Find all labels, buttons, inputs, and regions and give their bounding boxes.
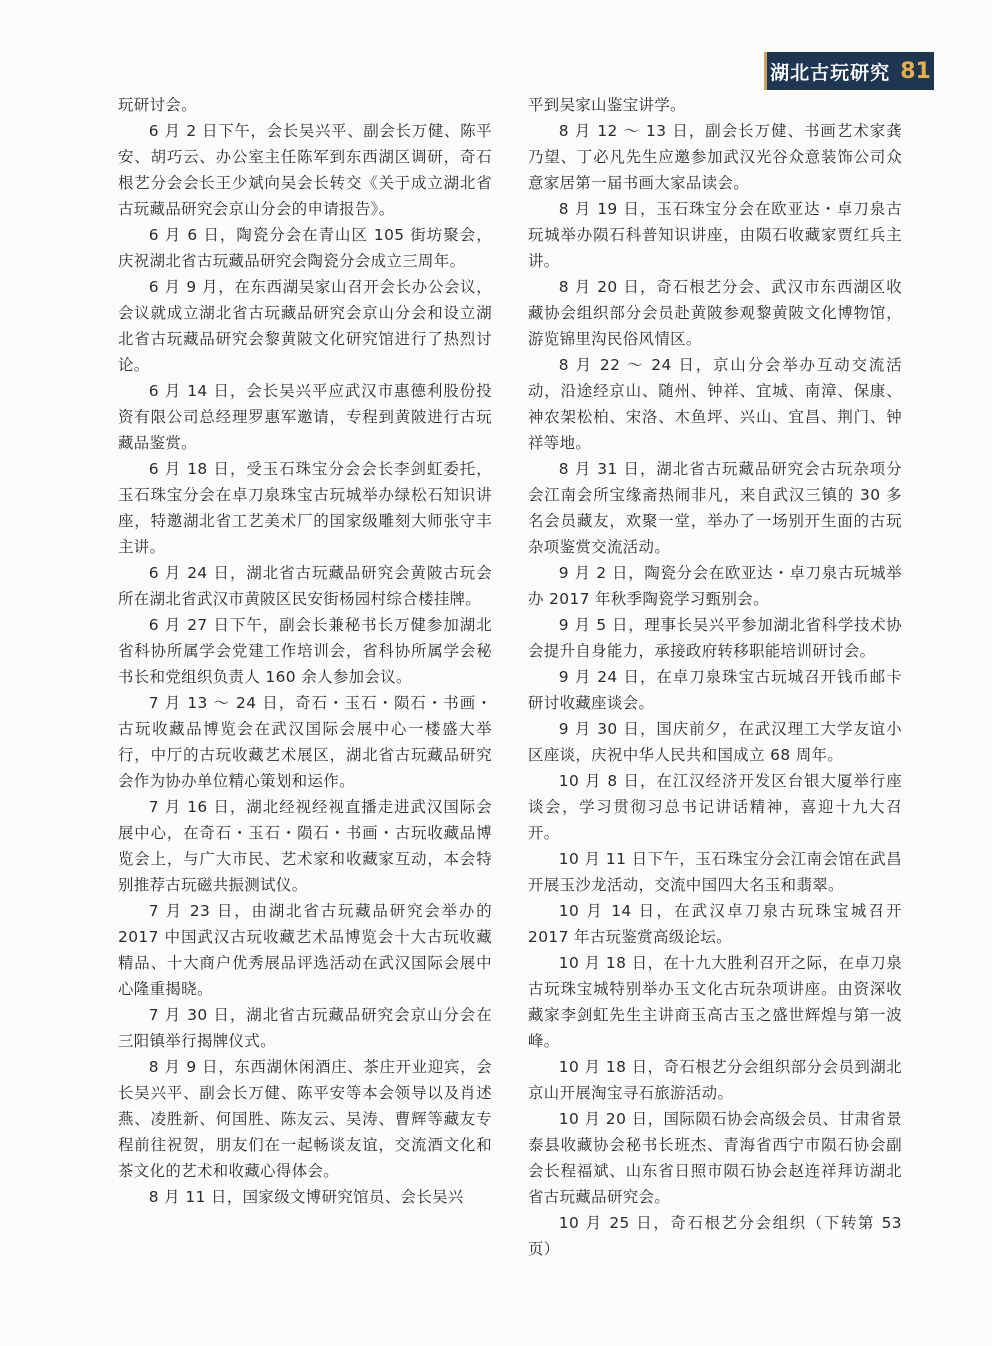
journal-masthead: [764, 52, 934, 90]
paragraph: 6 月 14 日，会长吴兴平应武汉市惠德利股份投资有限公司总经理罗惠军邀请，专程到黄陂进行古玩藏品鉴赏。: [118, 382, 492, 452]
paragraph: 8 月 9 日，东西湖休闲酒庄、茶庄开业迎宾，会长吴兴平、副会长万健、陈平安等本会领导以及肖述燕、凌胜新、何国胜、陈友云、吴涛、曹辉等藏友专程前往祝贺，朋友们在一起畅谈友谊，交流酒文化和茶文化的艺术和收藏心得体会。: [118, 1058, 492, 1180]
paragraph: 6 月 18 日，受玉石珠宝分会会长李剑虹委托，玉石珠宝分会在卓刀泉珠宝古玩城举办绿松石知识讲座，特邀湖北省工艺美术厂的国家级雕刻大师张守丰主讲。: [118, 460, 492, 556]
paragraph: 10 月 18 日，奇石根艺分会组织部分会员到湖北京山开展淘宝寻石旅游活动。: [528, 1058, 902, 1102]
paragraph: 6 月 2 日下午，会长吴兴平、副会长万健、陈平安、胡巧云、办公室主任陈军到东西湖区调研，奇石根艺分会会长王少斌向吴会长转交《关于成立湖北省古玩藏品研究会京山分会的申请报告》。: [118, 122, 492, 218]
paragraph: 平到吴家山鉴宝讲学。: [528, 96, 686, 114]
paragraph: 8 月 31 日，湖北省古玩藏品研究会古玩杂项分会江南会所宝缘斋热闹非凡，来自武汉三镇的 30 多名会员藏友，欢聚一堂，举办了一场别开生面的古玩杂项鉴赏交流活动。: [528, 460, 902, 556]
journal-title: 湖北古玩研究: [770, 61, 891, 84]
paragraph: 9 月 24 日，在卓刀泉珠宝古玩城召开钱币邮卡研讨收藏座谈会。: [528, 668, 902, 712]
left-column: [118, 92, 492, 1210]
paragraph: 6 月 27 日下午，副会长兼秘书长万健参加湖北省科协所属学会党建工作培训会，省科协所属学会秘书长和党组织负责人 160 余人参加会议。: [118, 616, 492, 686]
paragraph: 10 月 8 日，在江汉经济开发区台银大厦举行座谈会，学习贯彻习总书记讲话精神，喜迎十九大召开。: [528, 772, 902, 842]
paragraph: 8 月 12 ～ 13 日，副会长万健、书画艺术家龚乃望、丁必凡先生应邀参加武汉光谷众意装饰公司众意家居第一届书画大家品读会。: [528, 122, 902, 192]
right-column: [528, 92, 902, 1262]
paragraph: 6 月 24 日，湖北省古玩藏品研究会黄陂古玩会所在湖北省武汉市黄陂区民安街杨园村综合楼挂牌。: [118, 564, 492, 608]
paragraph: 10 月 14 日，在武汉卓刀泉古玩珠宝城召开 2017 年古玩鉴赏高级论坛。: [528, 902, 902, 946]
paragraph: 7 月 13 ～ 24 日，奇石・玉石・陨石・书画・古玩收藏品博览会在武汉国际会展中心一楼盛大举行，中厅的古玩收藏艺术展区，湖北省古玩藏品研究会作为协办单位精心策划和运作。: [118, 694, 492, 790]
paragraph: 9 月 2 日，陶瓷分会在欧亚达・卓刀泉古玩城举办 2017 年秋季陶瓷学习甄别会。: [528, 564, 902, 608]
paragraph: 玩研讨会。: [118, 96, 197, 114]
paragraph: 8 月 20 日，奇石根艺分会、武汉市东西湖区收藏协会组织部分会员赴黄陂参观黎黄陂文化博物馆，游览锦里沟民俗风情区。: [528, 278, 902, 348]
paragraph: 10 月 20 日，国际陨石协会高级会员、甘肃省景泰县收藏协会秘书长班杰、青海省西宁市陨石协会副会长程福斌、山东省日照市陨石协会赵连祥拜访湖北省古玩藏品研究会。: [528, 1110, 902, 1206]
paragraph: 6 月 9 月，在东西湖吴家山召开会长办公会议，会议就成立湖北省古玩藏品研究会京山分会和设立湖北省古玩藏品研究会黎黄陂文化研究馆进行了热烈讨论。: [118, 278, 492, 374]
paragraph: 7 月 30 日，湖北省古玩藏品研究会京山分会在三阳镇举行揭牌仪式。: [118, 1006, 492, 1050]
paragraph: 10 月 18 日，在十九大胜利召开之际，在卓刀泉古玩珠宝城特别举办玉文化古玩杂项讲座。由资深收藏家李剑虹先生主讲商玉高古玉之盛世辉煌与第一波峰。: [528, 954, 902, 1050]
paragraph: 7 月 16 日，湖北经视经视直播走进武汉国际会展中心，在奇石・玉石・陨石・书画・古玩收藏品博览会上，与广大市民、艺术家和收藏家互动，本会特别推荐古玩磁共振测试仪。: [118, 798, 492, 894]
paragraph: 7 月 23 日，由湖北省古玩藏品研究会举办的 2017 中国武汉古玩收藏艺术品博览会十大古玩收藏精品、十大商户优秀展品评选活动在武汉国际会展中心隆重揭晓。: [118, 902, 492, 998]
page-number: 81: [900, 58, 931, 84]
paragraph: 8 月 22 ～ 24 日，京山分会举办互动交流活动，沿途经京山、随州、钟祥、宜城、南漳、保康、神农架松柏、宋洛、木鱼坪、兴山、宜昌、荆门、钟祥等地。: [528, 356, 902, 452]
paragraph: 8 月 11 日，国家级文博研究馆员、会长吴兴: [148, 1188, 464, 1206]
paragraph: 9 月 5 日，理事长吴兴平参加湖北省科学技术协会提升自身能力，承接政府转移职能培训研讨会。: [528, 616, 902, 660]
paragraph: 6 月 6 日，陶瓷分会在青山区 105 街坊聚会，庆祝湖北省古玩藏品研究会陶瓷分会成立三周年。: [118, 226, 492, 270]
paragraph: 8 月 19 日，玉石珠宝分会在欧亚达・卓刀泉古玩城举办陨石科普知识讲座，由陨石收藏家贾红兵主讲。: [528, 200, 902, 270]
paragraph: 9 月 30 日，国庆前夕，在武汉理工大学友谊小区座谈，庆祝中华人民共和国成立 68 周年。: [528, 720, 902, 764]
paragraph: 10 月 11 日下午，玉石珠宝分会江南会馆在武昌开展玉沙龙活动，交流中国四大名玉和翡翠。: [528, 850, 902, 894]
paragraph: 10 月 25 日，奇石根艺分会组织（下转第 53 页）: [528, 1214, 902, 1258]
